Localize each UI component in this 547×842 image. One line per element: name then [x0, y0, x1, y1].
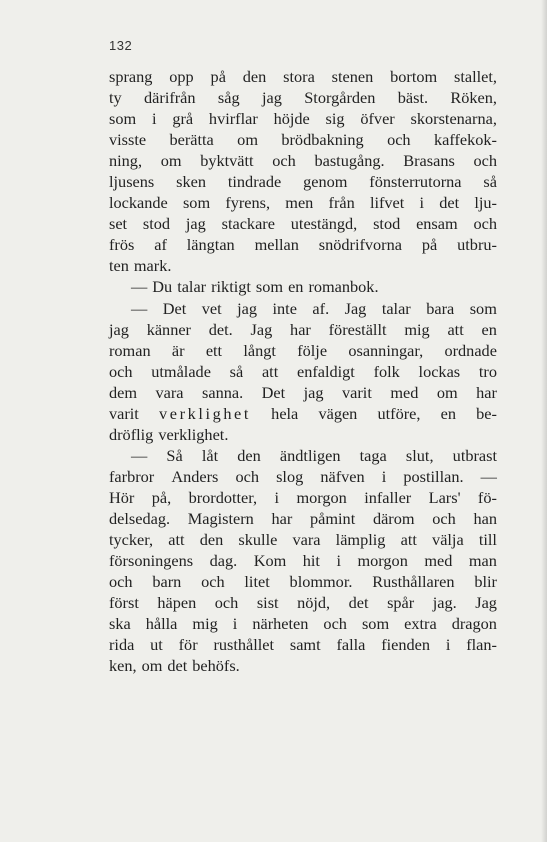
text-line — [109, 234, 497, 255]
word: man — [468, 551, 497, 571]
word: en — [481, 319, 497, 339]
word: utestängd, — [290, 214, 358, 234]
word: att — [400, 530, 417, 550]
word: näfven — [320, 466, 365, 486]
word: ensam — [416, 214, 458, 234]
word: mark. — [133, 256, 172, 276]
word: verklighet. — [158, 424, 229, 444]
word: och — [473, 151, 497, 171]
word: därifrån — [144, 88, 196, 108]
word: som — [255, 277, 284, 297]
word: mellan — [254, 235, 299, 255]
word: samt — [289, 635, 321, 655]
word: att — [447, 319, 464, 339]
word: ljusens — [109, 172, 155, 192]
word: roman — [109, 340, 151, 360]
word: i — [336, 551, 341, 571]
word: slog — [276, 466, 304, 486]
text-line — [109, 361, 497, 382]
word: Det — [261, 382, 286, 402]
text-line — [109, 255, 497, 276]
word: — — [131, 445, 148, 465]
word: låt — [201, 445, 219, 465]
word: rusthållet — [213, 635, 275, 655]
word: på — [210, 67, 226, 86]
word: be- — [476, 403, 497, 423]
word: fö- — [477, 487, 497, 507]
word: Anders — [171, 466, 219, 486]
word: grå — [172, 109, 194, 129]
word: sig — [325, 109, 345, 129]
word: fönsterrutorna — [369, 172, 462, 192]
word: osanningar, — [348, 340, 424, 360]
word: först — [109, 593, 139, 613]
word: infaller — [364, 487, 412, 507]
word: Rusthållaren — [372, 572, 455, 592]
word: opp — [169, 67, 194, 86]
word: berätta — [169, 130, 214, 150]
word: i — [151, 109, 157, 129]
word: Lars' — [428, 487, 461, 507]
word: delsedag. — [109, 508, 171, 528]
word: morgon — [296, 487, 347, 507]
word: till — [478, 530, 497, 550]
word: en — [440, 403, 456, 423]
word: utbrast — [452, 445, 497, 465]
word: på, — [151, 487, 172, 507]
word: blir — [474, 572, 497, 592]
word: vara — [155, 382, 184, 402]
word: Jag — [475, 593, 497, 613]
word: Kom — [253, 551, 287, 571]
word: bastugång. — [314, 151, 385, 171]
word: kaffekok- — [433, 130, 497, 150]
word: behöfs. — [192, 656, 240, 676]
word: visste — [109, 130, 147, 150]
word: lockas — [418, 361, 461, 381]
word: fyrens, — [225, 193, 271, 213]
word: och — [214, 593, 239, 613]
word: föreställt — [328, 319, 387, 339]
word: slut, — [405, 445, 434, 465]
word: i — [274, 487, 280, 507]
text-line — [109, 655, 497, 676]
text-line — [109, 466, 497, 487]
word: sanna. — [202, 382, 244, 402]
word: skorstenarna, — [410, 109, 497, 129]
word: det — [439, 193, 460, 213]
word: Så — [166, 445, 183, 465]
word: han — [473, 508, 497, 528]
word: försoningens — [109, 551, 194, 571]
word: mig — [192, 614, 218, 634]
word: har — [271, 508, 293, 528]
word: lämplig — [335, 530, 386, 550]
word: Magistern — [187, 508, 254, 528]
word: ett — [205, 340, 223, 360]
word: extra — [404, 614, 437, 634]
word: taga — [359, 445, 387, 465]
word: och — [109, 572, 133, 592]
text-line — [109, 592, 497, 613]
word: och — [235, 466, 259, 486]
word: sken — [176, 172, 206, 192]
text-line — [109, 108, 497, 129]
text-line — [109, 66, 497, 87]
word: verklighet — [159, 403, 252, 423]
word: utmålade — [151, 361, 211, 381]
word: Röken, — [450, 88, 497, 108]
word: Det — [162, 298, 187, 318]
word: i — [445, 635, 451, 655]
word: har — [476, 382, 497, 402]
word: långt — [243, 340, 276, 360]
word: utföre, — [377, 403, 421, 423]
word: jag — [237, 298, 258, 318]
word: ändtligen — [279, 445, 341, 465]
word: Du — [152, 277, 173, 297]
word: har — [290, 319, 311, 339]
word: ty — [109, 88, 122, 108]
word: folk — [373, 361, 400, 381]
word: bortom — [390, 67, 438, 86]
word: jag — [261, 88, 282, 108]
text-line — [109, 550, 497, 571]
text-line — [109, 445, 497, 466]
word: dröflig — [109, 424, 154, 444]
word: därom — [372, 508, 415, 528]
word: så — [483, 172, 497, 192]
word: stod — [142, 214, 171, 234]
word: dag. — [209, 551, 238, 571]
word: byktvätt — [200, 151, 254, 171]
word: om — [436, 382, 458, 402]
word: snödrifvorna — [318, 235, 402, 255]
word: spår — [387, 593, 415, 613]
word: flan- — [466, 635, 497, 655]
word: varit — [342, 382, 372, 402]
word: set — [109, 214, 128, 234]
word: skulle — [238, 530, 278, 550]
word: jag — [185, 214, 206, 234]
word: den — [237, 445, 261, 465]
word: farbror — [109, 466, 155, 486]
text-line — [109, 382, 497, 403]
word: sprang — [109, 67, 153, 86]
word: ten — [109, 256, 129, 276]
word: stenen — [331, 67, 374, 86]
word: och — [201, 572, 225, 592]
word: romanbok. — [308, 277, 379, 297]
word: falla — [336, 635, 366, 655]
page-edge-shadow — [541, 0, 547, 842]
word: stod — [373, 214, 401, 234]
word: varit — [109, 403, 139, 423]
word: ordnade — [444, 340, 497, 360]
word: tycker, — [109, 530, 154, 550]
text-line — [109, 129, 497, 150]
text-line — [109, 319, 497, 340]
word: närheten — [252, 614, 309, 634]
word: som — [109, 109, 137, 129]
word: om — [141, 656, 163, 676]
word: att — [168, 530, 185, 550]
word: med — [424, 551, 453, 571]
text-line — [109, 192, 497, 213]
word: i — [381, 466, 387, 486]
word: af — [154, 235, 167, 255]
word: men — [285, 193, 314, 213]
word: är — [171, 340, 185, 360]
word: lifvet — [369, 193, 405, 213]
text-line — [109, 424, 497, 445]
word: sist — [256, 593, 279, 613]
word: riktigt — [211, 277, 251, 297]
word: öfver — [360, 109, 395, 129]
word: talar — [381, 298, 411, 318]
word: välja — [432, 530, 464, 550]
word: den — [199, 530, 224, 550]
word: mig — [404, 319, 430, 339]
word: fienden — [381, 635, 431, 655]
word: brödbakning — [281, 130, 364, 150]
word: som — [182, 193, 211, 213]
word: på — [421, 235, 438, 255]
word: Hör — [109, 487, 135, 507]
word: med — [390, 382, 419, 402]
word: en — [288, 277, 304, 297]
word: stallet, — [454, 67, 497, 86]
word: känner — [146, 319, 191, 339]
word: ken, — [109, 656, 137, 676]
word: postillan. — [403, 466, 464, 486]
text-line — [109, 487, 497, 508]
body-text — [109, 66, 497, 676]
word: brordotter, — [188, 487, 258, 507]
word: från — [328, 193, 355, 213]
word: lju- — [474, 193, 497, 213]
word: vägen — [318, 403, 358, 423]
word: hit — [302, 551, 320, 571]
word: det — [167, 656, 188, 676]
word: nöjd, — [297, 593, 331, 613]
page-number: 132 — [109, 38, 133, 53]
word: Storgården — [304, 88, 376, 108]
text-line — [109, 150, 497, 171]
word: att — [261, 361, 279, 381]
word: Jag — [344, 298, 367, 318]
text-line — [109, 571, 497, 592]
word: och — [272, 151, 296, 171]
word: så — [229, 361, 244, 381]
word: ning, — [109, 151, 143, 171]
word: det — [348, 593, 369, 613]
word: — — [131, 277, 148, 297]
word: i — [232, 614, 238, 634]
word: hela — [271, 403, 299, 423]
word: i — [419, 193, 425, 213]
word: jag. — [432, 593, 457, 613]
word: jag — [109, 319, 129, 339]
word: lockande — [109, 193, 168, 213]
word: jag — [303, 382, 324, 402]
word: stora — [283, 67, 315, 86]
word: hålla — [145, 614, 178, 634]
word: inte — [272, 298, 297, 318]
word: såg — [217, 88, 240, 108]
word: tindrade — [227, 172, 282, 192]
word: enfaldigt — [296, 361, 355, 381]
word: barn — [152, 572, 182, 592]
text-line — [109, 298, 497, 319]
text-line — [109, 213, 497, 234]
word: den — [242, 67, 267, 86]
word: det. — [208, 319, 233, 339]
word: utbru- — [457, 235, 497, 255]
word: längtan — [186, 235, 235, 255]
word: genom — [303, 172, 348, 192]
word: följe — [297, 340, 328, 360]
word: dragon — [451, 614, 497, 634]
word: blommor. — [289, 572, 353, 592]
word: som — [469, 298, 497, 318]
word: dem — [109, 382, 138, 402]
word: Jag — [250, 319, 273, 339]
word: — — [480, 466, 497, 486]
word: som — [361, 614, 390, 634]
word: tro — [478, 361, 497, 381]
text-line — [109, 276, 497, 297]
word: och — [387, 130, 411, 150]
word: och — [323, 614, 347, 634]
word: af. — [312, 298, 330, 318]
word: rida — [109, 635, 135, 655]
text-line — [109, 508, 497, 529]
word: — — [131, 298, 148, 318]
word: om — [160, 151, 182, 171]
word: bara — [426, 298, 455, 318]
word: höjde — [273, 109, 310, 129]
text-line — [109, 171, 497, 192]
word: stackare — [221, 214, 275, 234]
word: för — [178, 635, 198, 655]
word: påmint — [310, 508, 356, 528]
word: häpen — [157, 593, 197, 613]
text-line — [109, 613, 497, 634]
text-line — [109, 340, 497, 361]
text-line — [109, 87, 497, 108]
word: och — [109, 361, 133, 381]
text-line — [109, 634, 497, 655]
word: ska — [109, 614, 131, 634]
word: morgon — [357, 551, 408, 571]
word: ut — [150, 635, 163, 655]
word: talar — [177, 277, 207, 297]
word: frös — [109, 235, 135, 255]
word: och — [473, 214, 497, 234]
word: hvirflar — [208, 109, 258, 129]
text-line — [109, 403, 497, 424]
text-line — [109, 529, 497, 550]
word: och — [432, 508, 456, 528]
word: vara — [292, 530, 321, 550]
word: litet — [244, 572, 270, 592]
word: bäst. — [397, 88, 429, 108]
word: om — [237, 130, 258, 150]
word: vet — [201, 298, 222, 318]
word: Brasans — [403, 151, 455, 171]
